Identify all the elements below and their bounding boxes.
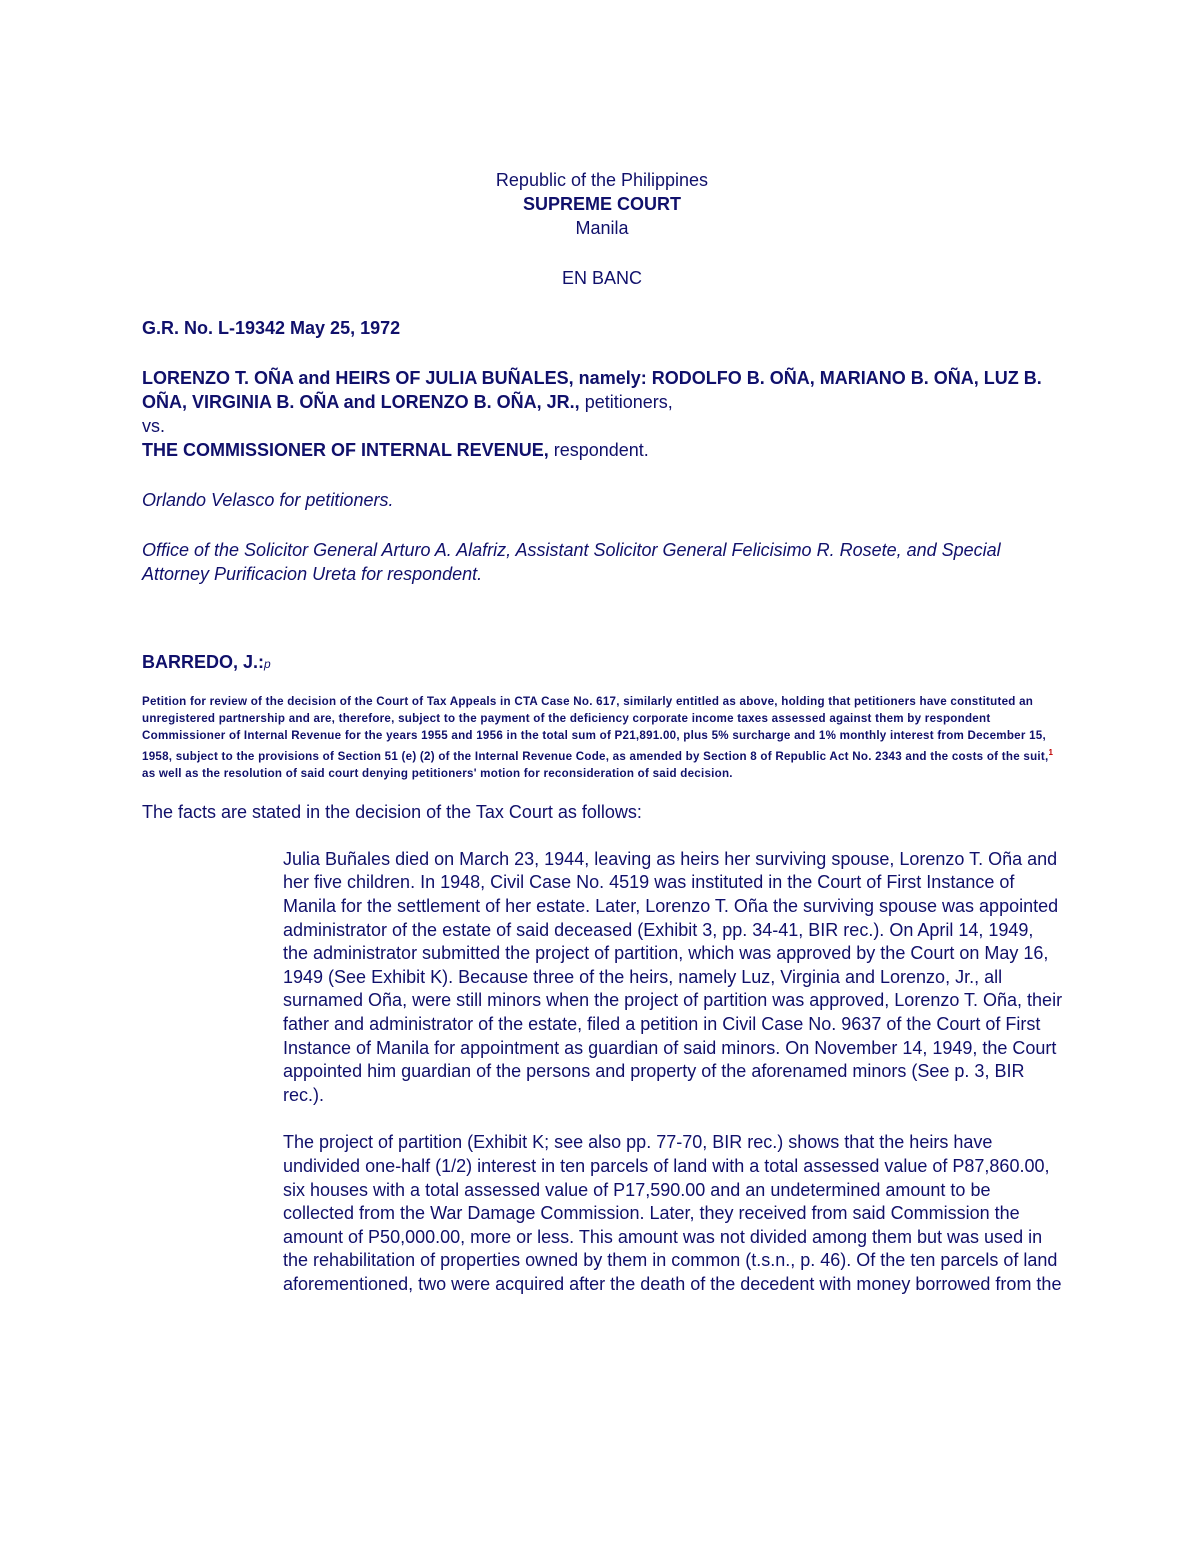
respondent-name: THE COMMISSIONER OF INTERNAL REVENUE, <box>142 440 549 460</box>
intro-text-after: as well as the resolution of said court denying petitioners' motion for reconsideration of said decision. <box>142 766 733 780</box>
petitioners-role: petitioners, <box>579 392 673 412</box>
decision-document <box>142 168 1062 1297</box>
republic-line: Republic of the Philippines <box>495 170 709 190</box>
petitioners-names: LORENZO T. OÑA and HEIRS OF JULIA BUÑALES, namely: RODOLFO B. OÑA, MARIANO B. OÑA, LUZ B. OÑA, VIRGINIA B. OÑA and LORENZO B. OÑA, JR., <box>142 368 1042 412</box>
quoted-paragraph-2: The project of partition (Exhibit K; see also pp. 77-70, BIR rec.) shows that the heirs have undivided one-half (1/2) interest in ten parcels of land with a total assessed value of P87,860.00, six houses with a total assessed value of P17,590.00 and an undetermined amount to be collected from the War Damage Commission. Later, they received from said Commission the amount of P50,000.00, more or less. This amount was not divided among them but was used in the rehabilitation of properties owned by them in common (t.s.n., p. 46). Of the ten parcels of land aforementioned, two were acquired after the death of the decedent with money borrowed from the <box>283 1132 1062 1294</box>
versus-label: vs. <box>142 416 166 436</box>
facts-intro: The facts are stated in the decision of the Tax Court as follows: <box>142 801 642 822</box>
court-city: Manila <box>575 218 629 238</box>
intro-text-before: Petition for review of the decision of the Court of Tax Appeals in CTA Case No. 617, similarly entitled as above, holding that petitioners have constituted an unregistered partnership and are, therefore, subject to the payment of the deficiency corporate income taxes assessed against them by respondent Commissioner of Internal Revenue for the years 1955 and 1956 in the total sum of P21,891.00, plus 5% surcharge and 1% monthly interest from December 15, 1958, subject to the provisions of Section 51 (e) (2) of the Internal Revenue Code, as amended by Section 8 of Republic Act No. 2343 and the costs of the suit, <box>142 695 1049 763</box>
case-number: G.R. No. L-19342 May 25, 1972 <box>142 318 401 338</box>
case-title <box>142 366 1062 462</box>
petitioners-line <box>142 366 1062 414</box>
respondent-line <box>142 438 1062 462</box>
ponente <box>142 652 1062 673</box>
intro-paragraph <box>142 693 1062 782</box>
quoted-paragraph-1: Julia Buñales died on March 23, 1944, leaving as heirs her surviving spouse, Lorenzo T. Oña and her five children. In 1948, Civil Case No. 4519 was instituted in the Court of First Instance of Manila for the settlement of her estate. Later, Lorenzo T. Oña the surviving spouse was appointed administrator of the estate of said deceased (Exhibit 3, pp. 34-41, BIR rec.). On April 14, 1949, the administrator submitted the project of partition, which was approved by the Court on May 16, 1949 (See Exhibit K). Because three of the heirs, namely Luz, Virginia and Lorenzo, Jr., all surnamed Oña, were still minors when the project of partition was approved, Lorenzo T. Oña, their father and administrator of the estate, filed a petition in Civil Case No. 9637 of the Court of First Instance of Manila for appointment as guardian of said minors. On November 14, 1949, the Court appointed him guardian of the persons and property of the aforenamed minors (See p. 3, BIR rec.). <box>283 848 1063 1105</box>
division-label: EN BANC <box>561 268 642 288</box>
ponente-name: BARREDO, J.: <box>142 652 265 672</box>
court-header <box>142 168 1062 290</box>
court-name: SUPREME COURT <box>522 194 681 214</box>
respondent-role: respondent. <box>548 440 649 460</box>
ponente-mark: p <box>264 657 271 671</box>
counsel-petitioners: Orlando Velasco for petitioners. <box>142 490 394 510</box>
counsel-respondent: Office of the Solicitor General Arturo A. Alafriz, Assistant Solicitor General Felicisimo R. Rosete, and Special Attorney Purificacion Ureta for respondent. <box>142 540 1001 584</box>
footnote-link[interactable]: 1 <box>1048 748 1054 757</box>
